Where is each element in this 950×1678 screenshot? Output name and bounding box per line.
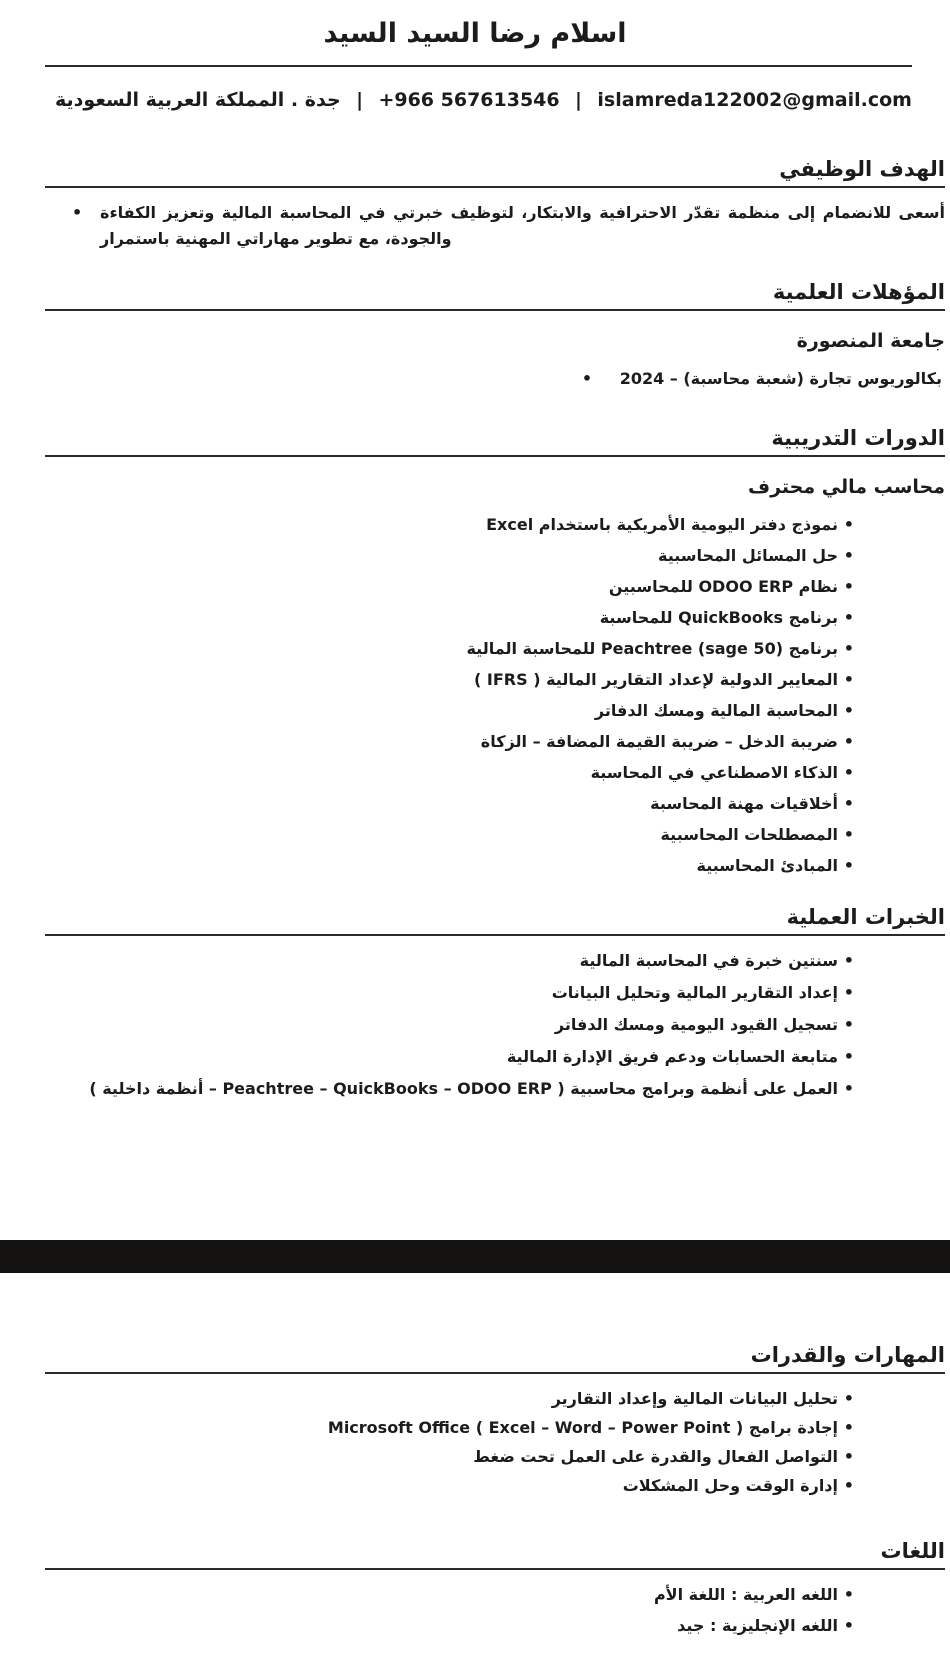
objective-paragraph: [72, 200, 945, 252]
languages-list: [45, 1584, 838, 1637]
contact-location: جدة . المملكة العربية السعودية: [55, 89, 341, 111]
skill-item: • تحليل البيانات المالية وإعداد التقارير: [45, 1388, 838, 1410]
training-item: • المبادئ المحاسبية: [45, 855, 838, 877]
section-title-objective: الهدف الوظيفي: [779, 157, 945, 181]
section-divider: [45, 455, 945, 457]
section-divider: [45, 1372, 945, 1374]
skill-item: • إدارة الوقت وحل المشكلات: [45, 1475, 838, 1497]
training-item: • برنامج Peachtree (sage 50) للمحاسبة المالية: [45, 638, 838, 660]
education-degree: بكالوريوس تجارة (شعبة محاسبة) – 2024: [619, 369, 942, 388]
contact-phone: +966 567613546: [378, 89, 560, 111]
bullet-marker: •: [581, 369, 593, 388]
bullet-marker: •: [72, 203, 83, 222]
skills-list: [45, 1388, 838, 1497]
section-title-languages: اللغات: [880, 1539, 945, 1563]
training-item: • المحاسبة المالية ومسك الدفاتر: [45, 700, 838, 722]
contact-separator: |: [356, 89, 364, 111]
training-item: • المعايير الدولية لإعداد التقارير المالية ( IFRS ): [45, 669, 838, 691]
experience-item: • تسجيل القيود اليومية ومسك الدفاتر: [45, 1014, 838, 1036]
skill-item: • التواصل الفعال والقدرة على العمل تحت ضغط: [45, 1446, 838, 1468]
candidate-name: اسلام رضا السيد السيد: [323, 18, 627, 49]
education-school: جامعة المنصورة: [796, 330, 945, 352]
section-divider: [45, 186, 945, 188]
section-title-training: الدورات التدريبية: [771, 426, 945, 450]
training-item: • الذكاء الاصطناعي في المحاسبة: [45, 762, 838, 784]
contact-email: islamreda122002@gmail.com: [597, 89, 912, 111]
training-item: • حل المسائل المحاسبية: [45, 545, 838, 567]
contact-row: [55, 87, 912, 113]
language-item: • اللغه الإنجليزية : جيد: [45, 1615, 838, 1637]
experience-item: • متابعة الحسابات ودعم فريق الإدارة المالية: [45, 1046, 838, 1068]
training-item: • أخلاقيات مهنة المحاسبة: [45, 793, 838, 815]
section-title-skills: المهارات والقدرات: [750, 1343, 945, 1367]
experience-item: • سنتين خبرة في المحاسبة المالية: [45, 950, 838, 972]
training-item: • نموذج دفتر اليومية الأمريكية باستخدام Excel: [45, 514, 838, 536]
education-degree-line: [45, 368, 942, 390]
experience-item: • إعداد التقارير المالية وتحليل البيانات: [45, 982, 838, 1004]
contact-separator: |: [575, 89, 582, 111]
objective-text: أسعى للانضمام إلى منظمة تقدّر الاحترافية والابتكار، لتوظيف خبرتي في المحاسبة المالية وتعزيز الكفاءة والجودة، مع تطوير مهاراتي المهنية باستمرار: [100, 203, 945, 248]
training-item: • ضريبة الدخل – ضريبة القيمة المضافة – الزكاة: [45, 731, 838, 753]
section-divider: [45, 934, 945, 936]
section-divider: [45, 1568, 945, 1570]
header-divider: [45, 65, 912, 67]
experience-item: • العمل على أنظمة وبرامج محاسبية ( Peachtree – QuickBooks – ODOO ERP – أنظمة داخلية ): [45, 1078, 838, 1100]
section-title-experience: الخبرات العملية: [786, 905, 945, 929]
experience-list: [45, 950, 838, 1100]
section-title-education: المؤهلات العلمية: [772, 280, 945, 304]
training-item: • نظام ODOO ERP للمحاسبين: [45, 576, 838, 598]
cv-page-2: [0, 1341, 950, 1646]
training-item: • برنامج QuickBooks للمحاسبة: [45, 607, 838, 629]
training-list: [45, 514, 838, 877]
page-break-bar: [0, 1240, 950, 1273]
section-divider: [45, 309, 945, 311]
language-item: • اللغه العربية : اللغة الأم: [45, 1584, 838, 1606]
training-subtitle: محاسب مالي محترف: [748, 476, 945, 498]
training-item: • المصطلحات المحاسبية: [45, 824, 838, 846]
skill-item: • إجادة برامج Microsoft Office ( Excel – Word – Power Point ): [45, 1417, 838, 1439]
